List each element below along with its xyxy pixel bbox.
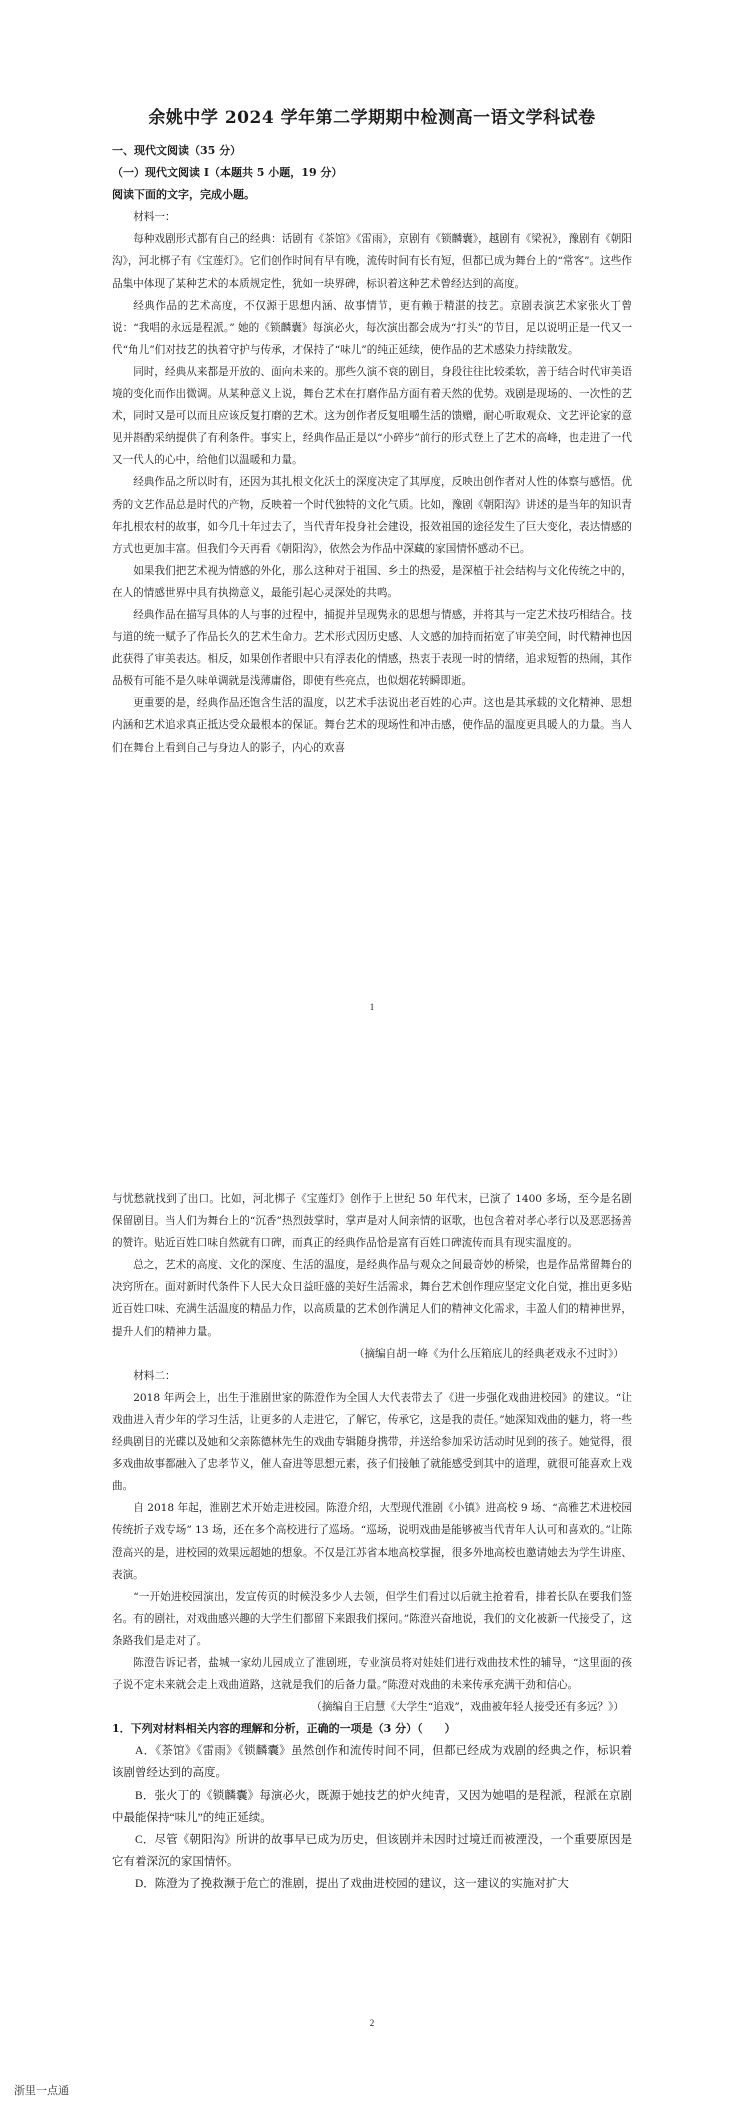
paragraph: 自 2018 年起，淮剧艺术开始走进校园。陈澄介绍，大型现代淮剧《小镇》进高校 9 场、“高雅艺术进校园传统折子戏专场” 13 场，还在多个高校进行了巡场。“巡场，说明戏曲是能够被当代青年人认可和喜欢的。”让陈澄高兴的是，进校园的效果远超她的想象。不仅是江苏省本地高校掌握，很多外地高校也邀请她去为学生讲座、表演。 [112, 1502, 632, 1581]
subsection-heading: （一）现代文阅读 I（本题共 5 小题，19 分） [112, 166, 343, 180]
paragraph: 经典作品之所以时有，还因为其扎根文化沃土的深度决定了其厚度，反映出创作者对人性的体察与感悟。优秀的文艺作品总是时代的产物，反映着一个时代独特的文化气质。比如，豫剧《朝阳沟》讲述的是当年的知识青年扎根农村的故事，如今几十年过去了，当代青年投身社会建设，报效祖国的途径发生了巨大变化，表达情感的方式也更加丰富。但我们今天再看《朝阳沟》，依然会为作品中深藏的家国情怀感动不已。 [112, 476, 632, 555]
paragraph: “一开始进校园演出，发宣传页的时候没多少人去领，但学生们看过以后就主抢着看，排着长队在要我们签名。有的剧社，对戏曲感兴趣的大学生们都留下来跟我们探问。”陈澄兴奋地说，我们的文化被新一代接受了，这条路我们是走对了。 [112, 1590, 632, 1647]
paragraph: 总之，艺术的高度、文化的深度、生活的温度，是经典作品与观众之间最奇妙的桥梁，也是作品常留舞台的决窍所在。面对新时代条件下人民大众日益旺盛的美好生活需求，舞台艺术创作理应坚定文化自觉，推出更多贴近百姓口味、充满生活温度的精品力作，以高质量的艺术创作满足人们的精神文化需求，丰盈人们的精神世界，提升人们的精神力量。 [112, 1259, 632, 1338]
page-2 [0, 1175, 744, 2104]
option-a: A．《茶馆》《雷雨》《锁麟囊》虽然创作和流传时间不同，但都已经成为戏剧的经典之作，标识着该剧曾经达到的高度。 [112, 1745, 632, 1780]
citation: （摘编自胡一峰《为什么压箱底儿的经典老戏永不过时》） [353, 1347, 624, 1360]
paragraph: 如果我们把艺术视为情感的外化，那么这种对于祖国、乡土的热爱，是深植于社会结构与文化传统之中的，在人的情感世界中具有执拗意义，最能引起心灵深处的共鸣。 [112, 564, 632, 599]
paragraph: 2018 年两会上，出生于淮剧世家的陈澄作为全国人大代表带去了《进一步强化戏曲进校园》的建议。“让戏曲进入青少年的学习生活，让更多的人走进它，了解它，传承它，这是我的责任。”她深知戏曲的魅力，将一些经典剧目的光碟以及她和父亲陈德林先生的戏曲专辑随身携带，并送给参加采访活动时见到的孩子。她觉得，很多戏曲故事都融入了忠孝节义，催人奋进等思想元素，孩子们接触了就能感受到其中的道理，就很可能喜欢上戏曲。 [112, 1391, 632, 1493]
option-c: C．尽管《朝阳沟》所讲的故事早已成为历史，但该剧并未因时过境迁而被湮没，一个重要原因是它有着深沉的家国情怀。 [112, 1833, 632, 1868]
question-stem: 1．下列对材料相关内容的理解和分析，正确的一项是（3 分）（ ） [112, 1722, 456, 1736]
page-1 [0, 0, 744, 1030]
page-2-content [112, 1188, 632, 1895]
citation: （摘编自王启慧《大学生“追戏”，戏曲被年轻人接受还有多远？》） [311, 1701, 624, 1714]
paragraph: 经典作品的艺术高度，不仅源于思想内涵、故事情节，更有赖于精湛的技艺。京剧表演艺术家张火丁曾说：“我唱的永远是程派。” 她的《锁麟囊》每演必火，每次演出都会成为“打头”的节目，足以说明正是一代又一代“角儿”们对技艺的执着守护与传承，才保持了“味儿”的纯正延续，使作品的艺术感染力持续散发。 [112, 299, 632, 356]
paragraph: 每种戏剧形式都有自己的经典：话剧有《茶馆》《雷雨》，京剧有《锁麟囊》，越剧有《梁祝》，豫剧有《朝阳沟》，河北梆子有《宝莲灯》。它们创作时间有早有晚，流传时间有长有短，但都已成为舞台上的“常客”。这些作品集中体现了某种艺术的本质规定性，犹如一块界碑，标识着这种艺术曾经达到的高度。 [112, 233, 632, 290]
paragraph: 更重要的是，经典作品还饱含生活的温度，以艺术手法说出老百姓的心声。这也是其承载的文化精神、思想内涵和艺术追求真正抵达受众最根本的保证。舞台艺术的现场性和冲击感，使作品的温度更具暖人的力量。当人们在舞台上看到自己与身边人的影子，内心的欢喜 [112, 697, 632, 754]
page-number: 1 [369, 1002, 375, 1012]
option-d: D．陈澄为了挽救濒于危亡的淮剧，提出了戏曲进校园的建议，这一建议的实施对扩大 [135, 1877, 569, 1890]
paragraph: 经典作品在描写具体的人与事的过程中，捕捉并呈现隽永的思想与情感，并将其与一定艺术技巧相结合。技与道的统一赋予了作品长久的艺术生命力。艺术形式因历史感、人文感的加持而拓宽了审美空间，时代精神也因此获得了审美表达。相反，如果创作者眼中只有浮表化的情感，热衷于表现一时的情绪，追求短暂的热闹，其作品极有可能不是久味单调就是浅薄庸俗，即使有些亮点，也似烟花转瞬即逝。 [112, 608, 632, 688]
page-number: 2 [369, 2018, 375, 2028]
exam-title: 余姚中学 2024 学年第二学期期中检测高一语文学科试卷 [148, 108, 596, 128]
reading-instruction: 阅读下面的文字，完成小题。 [112, 188, 255, 202]
watermark-text: 浙里一点通 [14, 2084, 69, 2097]
paragraph: 同时，经典从来都是开放的、面向未来的。那些久演不衰的剧目，身段往往比较柔软，善于结合时代审美语境的变化而作出微调。从某种意义上说，舞台艺术在打磨作品方面有着天然的优势。戏剧是现场的、一次性的艺术，同时又是可以而且应该反复打磨的艺术。这为创作者反复咀嚼生活的馈赠，耐心听取观众、文艺评论家的意见并斟酌采纳提供了有利条件。事实上，经典作品正是以“小碎步”前行的形式登上了艺术的高峰，也走进了一代又一代人的心中，给他们以温暖和力量。 [112, 365, 632, 467]
material-2-label: 材料二： [133, 1369, 176, 1382]
paragraph: 与忧愁就找到了出口。比如，河北梆子《宝莲灯》创作于上世纪 50 年代末，已演了 1400 多场，至今是名剧保留剧目。当人们为舞台上的“沉香”热烈鼓掌时，掌声是对人间亲情的讴歌，也包含着对孝心孝行以及恶恶扬善的赞许。贴近百姓口味自然就有口碑，而真正的经典作品恰是富有百姓口碑流传而具有现实温度的。 [112, 1193, 632, 1250]
paragraph: 陈澄告诉记者，盐城一家幼儿园成立了淮剧班，专业演员将对娃娃们进行戏曲技术性的辅导，“这里面的孩子说不定未来就会走上戏曲道路，这就是我们的后备力量。”陈澄对戏曲的未来传承充满干劲和信心。 [112, 1656, 632, 1692]
option-b: B．张火丁的《锁麟囊》每演必火，既源于她技艺的炉火纯青，又因为她唱的是程派，程派在京剧中最能保持“味儿”的纯正延续。 [112, 1789, 632, 1824]
section-heading: 一、现代文阅读（35 分） [112, 144, 242, 157]
material-1-label: 材料一： [133, 211, 176, 224]
page-1-content [112, 140, 632, 759]
